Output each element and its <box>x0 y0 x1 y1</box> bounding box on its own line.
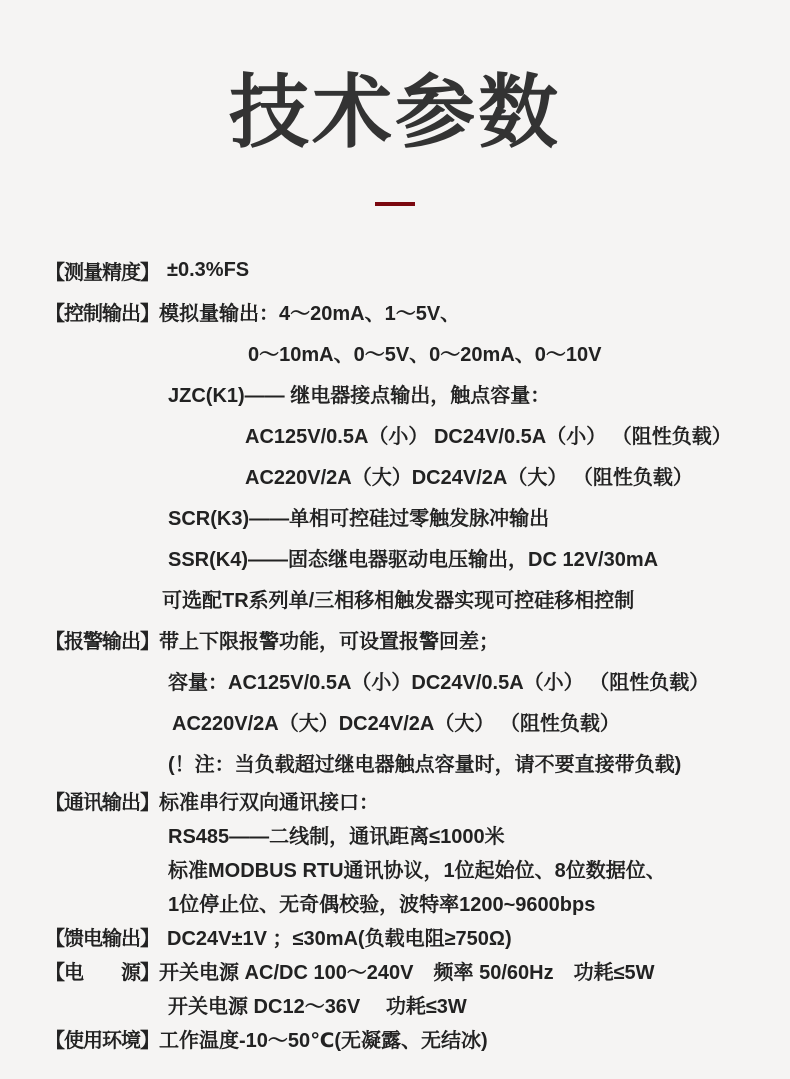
spec-value: 模拟量输出：4～20mA、1～5V、 <box>159 303 461 325</box>
spec-row-baud <box>45 885 770 919</box>
spec-value: AC220V/2A（大）DC24V/2A（大） （阻性负载） <box>172 713 620 735</box>
spec-row-environment <box>45 1021 770 1055</box>
spec-row-comm-output <box>45 783 770 817</box>
spec-row-power-supply-dc <box>45 987 770 1021</box>
spec-value: RS485——二线制，通讯距离≤1000米 <box>168 825 505 848</box>
spec-row-alarm-note <box>45 742 770 783</box>
spec-list <box>0 250 790 1055</box>
spec-label: 【馈电输出】 <box>45 927 159 950</box>
spec-row-alarm-output <box>45 619 770 660</box>
spec-value: 带上下限报警功能，可设置报警回差； <box>159 631 499 653</box>
spec-value: AC220V/2A（大）DC24V/2A（大） （阻性负载） <box>245 467 693 489</box>
spec-row-ssr-k4 <box>45 537 770 578</box>
spec-value: 容量：AC125V/0.5A（小）DC24V/0.5A（小） （阻性负载） <box>168 672 710 694</box>
spec-row-alarm-capacity-large <box>45 701 770 742</box>
spec-row-relay-capacity-large <box>45 455 770 496</box>
spec-value: 标准MODBUS RTU通讯协议，1位起始位、8位数据位、 <box>168 859 666 882</box>
spec-value: 标准串行双向通讯接口： <box>159 791 379 814</box>
spec-value: ±0.3%FS <box>167 259 250 281</box>
spec-row-alarm-capacity-small <box>45 660 770 701</box>
spec-row-modbus <box>45 851 770 885</box>
spec-value: 可选配TR系列单/三相移相触发器实现可控硅移相控制 <box>162 590 635 612</box>
spec-row-control-output <box>45 291 770 332</box>
spec-label: 【使用环境】 <box>45 1029 159 1052</box>
page-title: 技术参数 <box>229 68 561 157</box>
spec-row-measure-accuracy <box>45 250 770 291</box>
spec-value: SSR(K4)——固态继电器驱动电压输出，DC 12V/30mA <box>168 549 659 571</box>
spec-row-scr-k3 <box>45 496 770 537</box>
spec-label: 【通讯输出】 <box>45 791 159 814</box>
spec-value: DC24V±1V ；≤30mA(负载电阻≥750Ω) <box>167 927 512 950</box>
spec-row-feed-output <box>45 919 770 953</box>
spec-row-power-supply <box>45 953 770 987</box>
spec-label: 【报警输出】 <box>45 631 159 653</box>
spec-row-rs485 <box>45 817 770 851</box>
spec-value: 1位停止位、无奇偶校验，波特率1200~9600bps <box>168 893 596 916</box>
spec-label: 【电 源】 <box>45 961 159 984</box>
spec-value: (！注：当负载超过继电器触点容量时，请不要直接带负载) <box>168 754 682 776</box>
spec-value: JZC(K1)—— 继电器接点输出，触点容量： <box>168 385 551 407</box>
spec-label: 【控制输出】 <box>45 303 159 325</box>
spec-row-analog-ranges <box>45 332 770 373</box>
spec-row-tr-option <box>45 578 770 619</box>
spec-value: 开关电源 DC12～36V 功耗≤3W <box>168 995 467 1018</box>
spec-value: 工作温度-10～50℃(无凝露、无结冰) <box>159 1029 488 1052</box>
spec-value: AC125V/0.5A（小） DC24V/0.5A（小） （阻性负载） <box>245 426 732 448</box>
title-underline-accent <box>375 202 415 206</box>
spec-value: 0～10mA、0～5V、0～20mA、0～10V <box>248 344 602 366</box>
spec-value: SCR(K3)——单相可控硅过零触发脉冲输出 <box>168 508 550 530</box>
spec-row-jzc-k1 <box>45 373 770 414</box>
spec-value: 开关电源 AC/DC 100～240V 频率 50/60Hz 功耗≤5W <box>159 961 655 984</box>
spec-label: 【测量精度】 <box>45 262 159 284</box>
spec-row-relay-capacity-small <box>45 414 770 455</box>
